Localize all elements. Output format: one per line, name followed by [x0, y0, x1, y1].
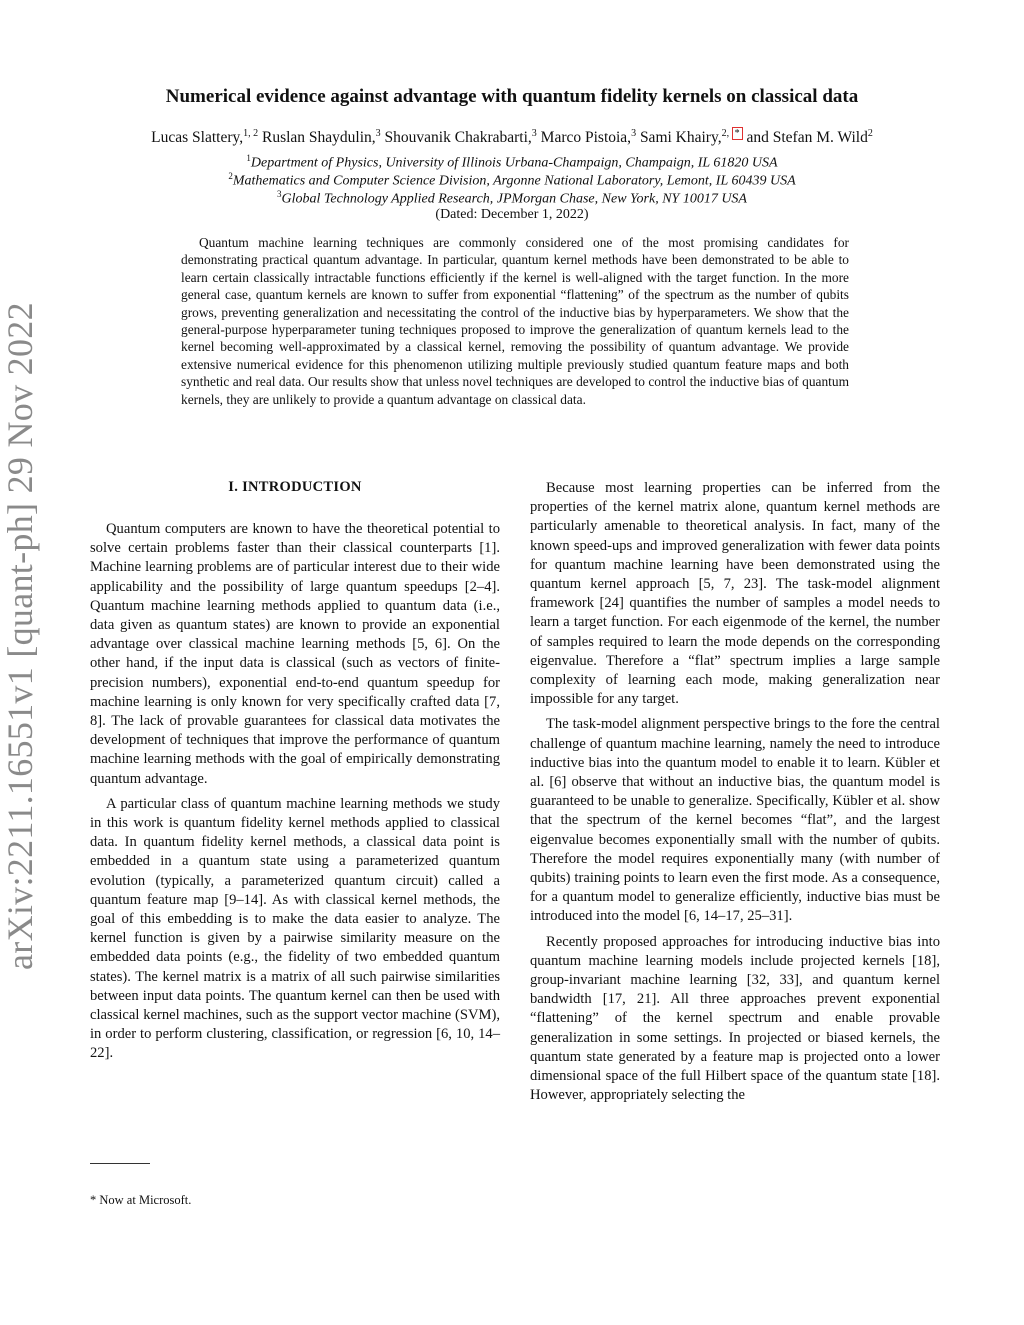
author-6-affil: 2: [867, 128, 873, 139]
author-4-affil: 3: [631, 128, 637, 139]
paper-title: Numerical evidence against advantage with quantum fidelity kernels on classical data: [165, 86, 859, 107]
author-3-affil: 3: [531, 128, 537, 139]
author-6: and Stefan M. Wild: [742, 129, 868, 147]
abstract: Quantum machine learning techniques are commonly considered one of the most promising candidates for demonstrating practical quantum advantage. In particular, quantum kernel methods have been demonstrated to be able to learn certain classically intractable functions efficiently if the kernel is well-aligned with the target function. In the more general case, quantum kernels are known to suffer from exponential “flattening” of the spectrum as the number of qubits grows, preventing generalization and necessitating the control of the inductive bias by hyperparameters. We show that the general-purpose hyperparameter tuning techniques proposed to improve the generalization of quantum kernels lead to the kernel becoming well-approximated by a classical kernel, removing the possibility of quantum advantage. We provide extensive numerical evidence for this phenomenon utilizing multiple previously studied quantum feature maps and both synthetic and real data. Our results show that unless novel techniques are developed to control the inductive bias of quantum kernels, they are unlikely to provide a quantum advantage on classical data.: [181, 235, 849, 407]
author-5: Sami Khairy,: [636, 129, 722, 147]
author-3: Shouvanik Chakrabarti,: [380, 129, 532, 147]
footnote-link[interactable]: *: [732, 127, 743, 140]
affiliation-1: $^1$Department of Physics, University of Illinois Urbana-Champaign, Champaign, IL 61820 USA: [246, 153, 778, 171]
affiliation-2: $^2$Mathematics and Computer Science Division, Argonne National Laboratory, Lemont, IL 60439 USA: [228, 171, 796, 189]
author-1-affil: 1, 2: [243, 128, 259, 139]
footnote-divider: [90, 1163, 150, 1164]
paragraph: Quantum computers are known to have the theoretical potential to solve certain problems faster than their classical counterparts [1]. Machine learning problems are of particular interest due to their wide applicability and the possibility of large quantum speedups [2–4]. Quantum machine learning methods applied to quantum data (i.e., data given as quantum states) are known to provide an exponential advantage over classical machine learning methods [5, 6]. On the other hand, if the input data is classical (such as vectors of finite-precision numbers), exponential end-to-end quantum speedup for machine learning is only known for very specifically crafted data [7, 8]. The lack of provable guarantees for classical data motivates the development of techniques that improve the performance of quantum machine learning methods with the goal of empirically demonstrating quantum advantage.: [90, 521, 500, 787]
author-5-affil: 2, *: [722, 127, 743, 140]
affiliation-3: $^3$Global Technology Applied Research, JPMorgan Chase, New York, NY 10017 USA: [277, 189, 747, 207]
author-list: [0, 128, 1024, 147]
paragraph: The task-model alignment perspective brings to the fore the central challenge of quantum machine learning, namely the need to introduce inductive bias into the quantum model to enable it to learn. Kübler et al. [6] observe that without an inductive bias, the quantum model is guaranteed to be unable to generalize. Specifically, Kübler et al. show that the spectrum of the kernel becomes “flat”, and the largest eigenvalue becomes exponentially small with the number of qubits. Therefore the model requires exponentially many (with number of qubits) training points to learn even the first mode. As a consequence, for a quantum model to generalize efficiently, inductive bias must be introduced into the model [6, 14–17, 25–31].: [530, 716, 940, 925]
right-column: [530, 479, 940, 1112]
author-4: Marco Pistoia,: [536, 129, 632, 147]
author-1: Lucas Slattery,: [151, 129, 244, 147]
paragraph: Recently proposed approaches for introducing inductive bias into quantum machine learning models include projected kernels [18], group-invariant machine learning [32, 33], and quantum kernel bandwidth [17, 21]. All three approaches prevent exponential “flattening” of the kernel spectrum and enable provable generalization in some settings. In projected or biased kernels, the quantum state generated by a feature map is projected onto a lower dimensional space of the full Hilbert space of the quantum state [18]. However, appropriately selecting the: [530, 933, 940, 1104]
section-heading: I. INTRODUCTION: [228, 479, 362, 495]
arxiv-stamp: arXiv:2211.16551v1 [quant-ph] 29 Nov 2022: [0, 302, 40, 970]
date-line: (Dated: December 1, 2022): [435, 207, 589, 222]
left-column: [90, 520, 500, 1070]
paragraph: A particular class of quantum machine learning methods we study in this work is quantum fidelity kernel methods applied to classical data. In quantum fidelity kernel methods, a classical data point is embedded in a quantum state using a parameterized quantum evolution (typically, a parameterized quantum circuit) called a quantum feature map [9–14]. As with classical kernel methods, the goal of this embedding is to make the data easier to analyze. The kernel function is given by a pairwise similarity measure on the embedded data points (e.g., the fidelity of two embedded quantum states). The kernel matrix is a matrix of all such pairwise similarities between input data points. The quantum kernel can then be used with classical kernel machines, such as the support vector machine (SVM), in order to perform clustering, classification, or regression [6, 10, 14–22].: [90, 795, 500, 1062]
author-2-affil: 3: [375, 128, 381, 139]
footnote: * Now at Microsoft.: [90, 1193, 192, 1207]
author-2: Ruslan Shaydulin,: [258, 129, 376, 147]
paragraph: Because most learning properties can be inferred from the properties of the kernel matrix alone, quantum kernel methods are particularly amenable to theoretical analysis. In fact, many of the known speed-ups and improved generalization with fewer data points for quantum machine learning have been demonstrated using the quantum kernel approach [5, 7, 23]. The task-model alignment framework [24] quantifies the number of samples a model needs to learn a target function. For each eigenmode of the kernel, the number of samples required to learn the mode depends on the corresponding eigenvalue. Therefore a “flat” spectrum implies a large sample complexity of learning each mode, making generalization near impossible for any target.: [530, 480, 940, 708]
